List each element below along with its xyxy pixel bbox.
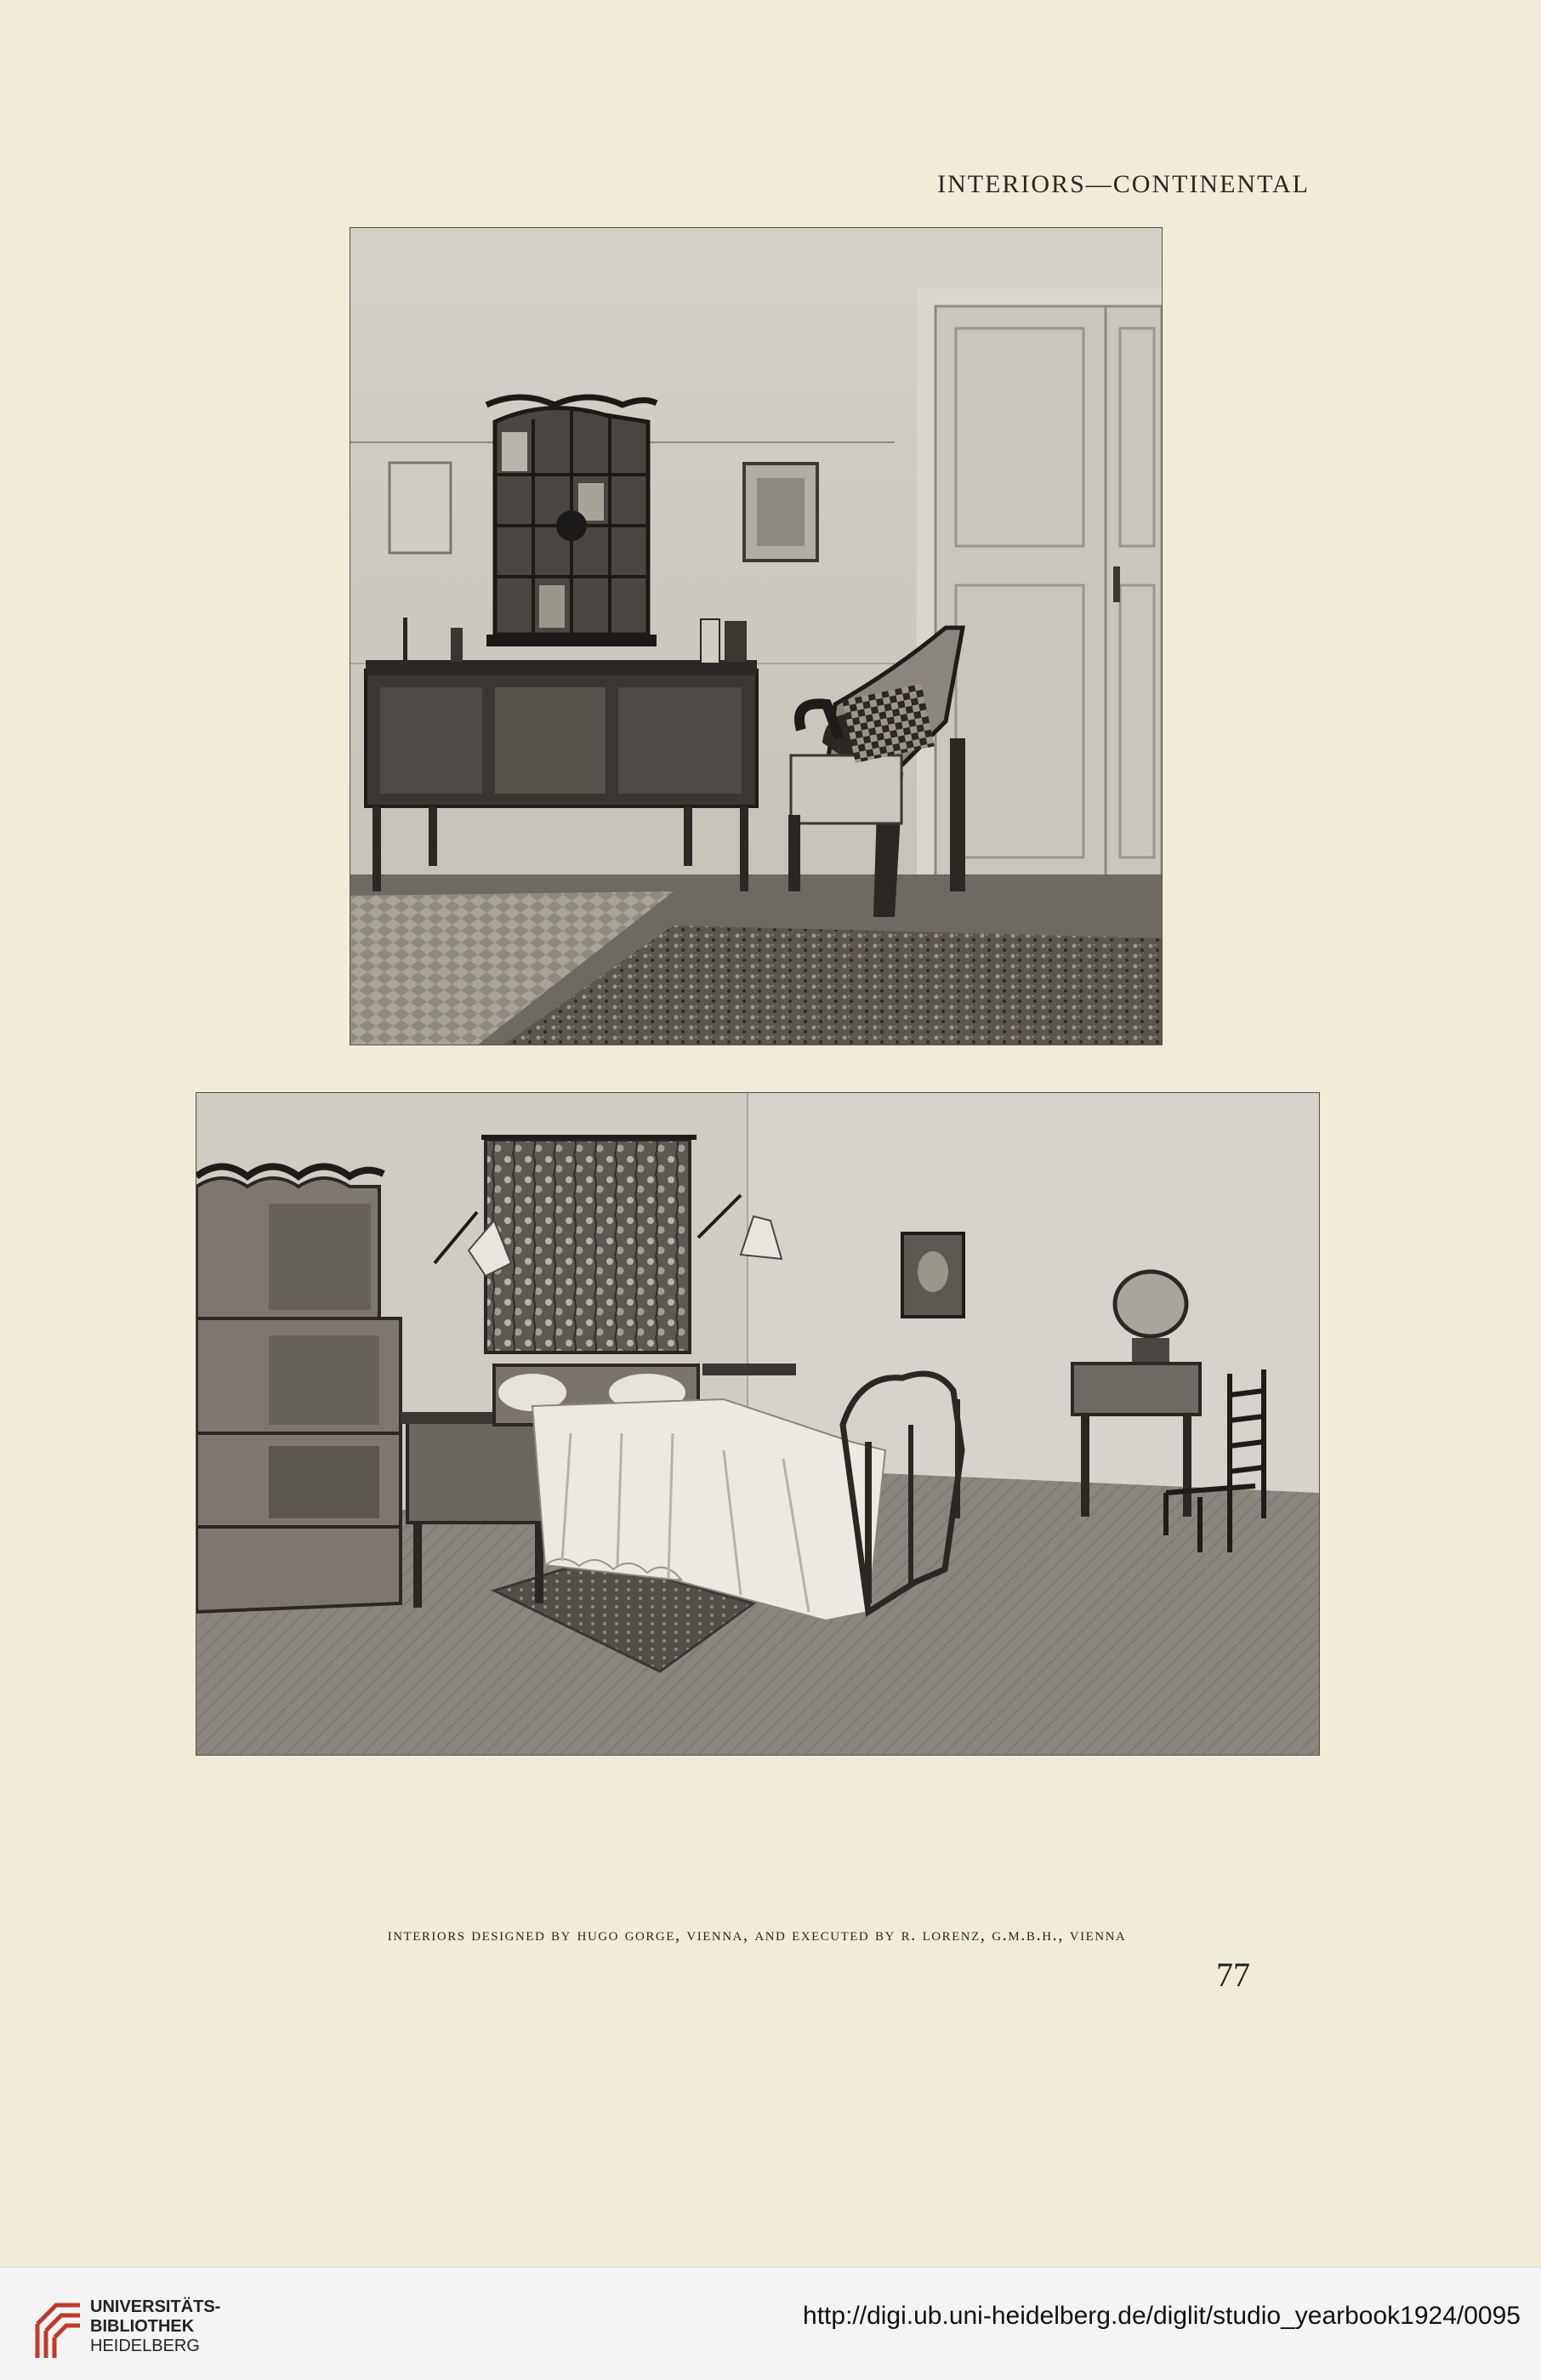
photo-plate-top: [350, 228, 1162, 1045]
library-name-line2: BIBLIOTHEK: [90, 2317, 195, 2336]
permalink-url[interactable]: http://digi.ub.uni-heidelberg.de/diglit/studio_yearbook1924/0095: [803, 2302, 1521, 2330]
figure-caption: interiors designed by hugo gorge, vienna, and executed by r. lorenz, g.m.b.h., vienna: [387, 1924, 1127, 1944]
running-head: INTERIORS—CONTINENTAL: [937, 170, 1310, 198]
library-name-line3: HEIDELBERG: [90, 2337, 200, 2355]
page-number: 77: [1216, 1956, 1250, 1994]
library-name-line1: UNIVERSITÄTS-: [90, 2297, 221, 2316]
bedroom-photo: [196, 1093, 1319, 1755]
library-name: [90, 2297, 220, 2356]
heidelberg-library-logo-icon: [34, 2293, 83, 2361]
photo-plate-bottom: [196, 1093, 1319, 1755]
viewer-footer: [0, 2267, 1541, 2380]
living-room-photo: [350, 228, 1162, 1045]
